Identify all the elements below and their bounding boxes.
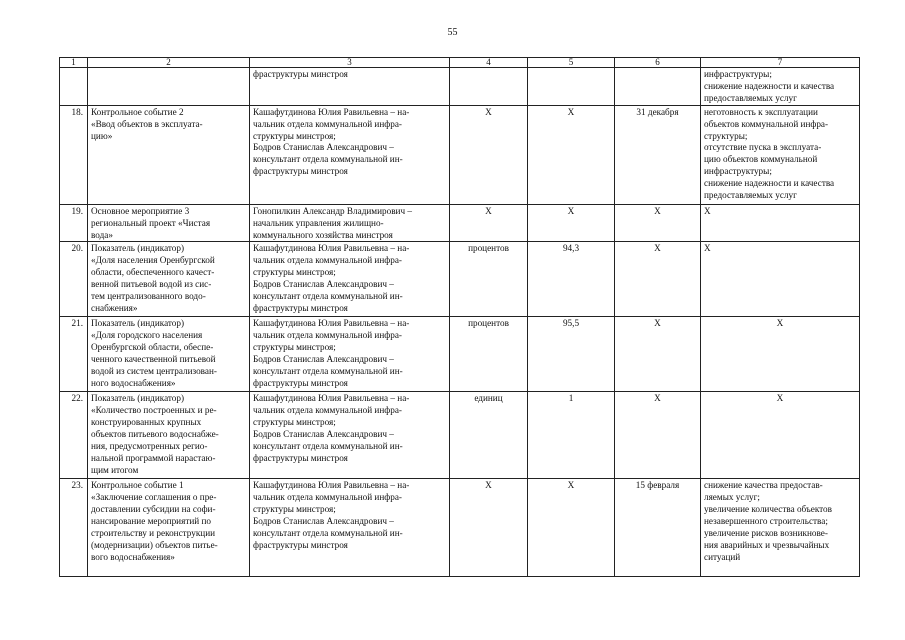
risk-cell: X [701,242,860,317]
column-number: 4 [450,58,528,68]
column-number: 3 [250,58,450,68]
responsible-cell: Кашафутдинова Юлия Равильевна – на- чальник отдела коммунальной инфра- структуры минстроя; Бодров Станислав Александрович – консультант отдела коммунальной ин- фраструктуры минстроя [250,242,450,317]
date-cell: X [615,204,701,242]
table-row [60,105,860,204]
unit-cell: X [450,479,528,577]
responsible-cell: Кашафутдинова Юлия Равильевна – на- чальник отдела коммунальной инфра- структуры минстроя; Бодров Станислав Александрович – консультант отдела коммунальной ин- фраструктуры минстроя [250,317,450,392]
unit-cell: процентов [450,242,528,317]
value-cell: 95,5 [528,317,615,392]
risk-cell: снижение качества предостав- ляемых услуг; увеличение количества объектов незавершенного строительства; увеличение рисков возникнове- ния аварийных и чрезвычайных ситуаций [701,479,860,577]
table-row [60,242,860,317]
risk-cell: неготовность к эксплуатации объектов коммунальной инфра- структуры; отсутствие пуска в эксплуата- цию объектов коммунальной инфраструктуры; снижение надежности и качества предоставляемых услуг [701,105,860,204]
risk-cell: инфраструктуры; снижение надежности и качества предоставляемых услуг [701,68,860,106]
column-number: 5 [528,58,615,68]
value-cell [528,68,615,106]
unit-cell: X [450,105,528,204]
value-cell: X [528,105,615,204]
column-number-row [60,58,860,68]
page-number: 55 [447,27,458,38]
name-cell: Показатель (индикатор) «Количество построенных и ре- конструированных крупных объектов питьевого водоснабже- ния, предусмотренных регио- нальной программой нарастаю- щим итогом [88,392,250,479]
row-number-cell: 18. [60,105,88,204]
responsible-cell: Кашафутдинова Юлия Равильевна – на- чальник отдела коммунальной инфра- структуры минстроя; Бодров Станислав Александрович – консультант отдела коммунальной ин- фраструктуры минстроя [250,105,450,204]
table-row [60,392,860,479]
risk-cell: X [701,204,860,242]
row-number-cell: 23. [60,479,88,577]
column-number: 6 [615,58,701,68]
name-cell: Показатель (индикатор) «Доля городского населения Оренбургской области, обеспе- ченного качественной питьевой водой из систем централизован- ного водоснабжения» [88,317,250,392]
responsible-cell: фраструктуры минстроя [250,68,450,106]
table-row [60,68,860,106]
unit-cell: процентов [450,317,528,392]
column-number: 2 [88,58,250,68]
value-cell: X [528,204,615,242]
name-cell: Показатель (индикатор) «Доля населения Оренбургской области, обеспеченного качест- венной питьевой водой из сис- тем централизованного водо- снабжения» [88,242,250,317]
table-row [60,479,860,577]
name-cell: Контрольное событие 1 «Заключение соглашения о пре- доставлении субсидии на софи- нансирование мероприятий по строительству и реконструкции (модернизации) объектов питье- вого водоснабжения» [88,479,250,577]
column-number: 7 [701,58,860,68]
table-row [60,317,860,392]
table-row [60,204,860,242]
responsible-cell: Кашафутдинова Юлия Равильевна – на- чальник отдела коммунальной инфра- структуры минстроя; Бодров Станислав Александрович – консультант отдела коммунальной ин- фраструктуры минстроя [250,479,450,577]
date-cell: 15 февраля [615,479,701,577]
responsible-cell: Кашафутдинова Юлия Равильевна – на- чальник отдела коммунальной инфра- структуры минстроя; Бодров Станислав Александрович – консультант отдела коммунальной ин- фраструктуры минстроя [250,392,450,479]
name-cell: Основное мероприятие 3 региональный проект «Чистая вода» [88,204,250,242]
row-number-cell: 20. [60,242,88,317]
date-cell: X [615,317,701,392]
unit-cell: единиц [450,392,528,479]
risk-cell: X [701,392,860,479]
value-cell: X [528,479,615,577]
column-number: 1 [60,58,88,68]
row-number-cell [60,68,88,106]
unit-cell [450,68,528,106]
date-cell: X [615,242,701,317]
date-cell [615,68,701,106]
date-cell: X [615,392,701,479]
unit-cell: X [450,204,528,242]
responsible-cell: Гонопилкин Александр Владимирович – начальник управления жилищно- коммунального хозяйства минстроя [250,204,450,242]
risk-cell: X [701,317,860,392]
name-cell: Контрольное событие 2 «Ввод объектов в эксплуата- цию» [88,105,250,204]
row-number-cell: 21. [60,317,88,392]
row-number-cell: 19. [60,204,88,242]
row-number-cell: 22. [60,392,88,479]
events-table [59,57,860,577]
date-cell: 31 декабря [615,105,701,204]
value-cell: 94,3 [528,242,615,317]
value-cell: 1 [528,392,615,479]
name-cell [88,68,250,106]
